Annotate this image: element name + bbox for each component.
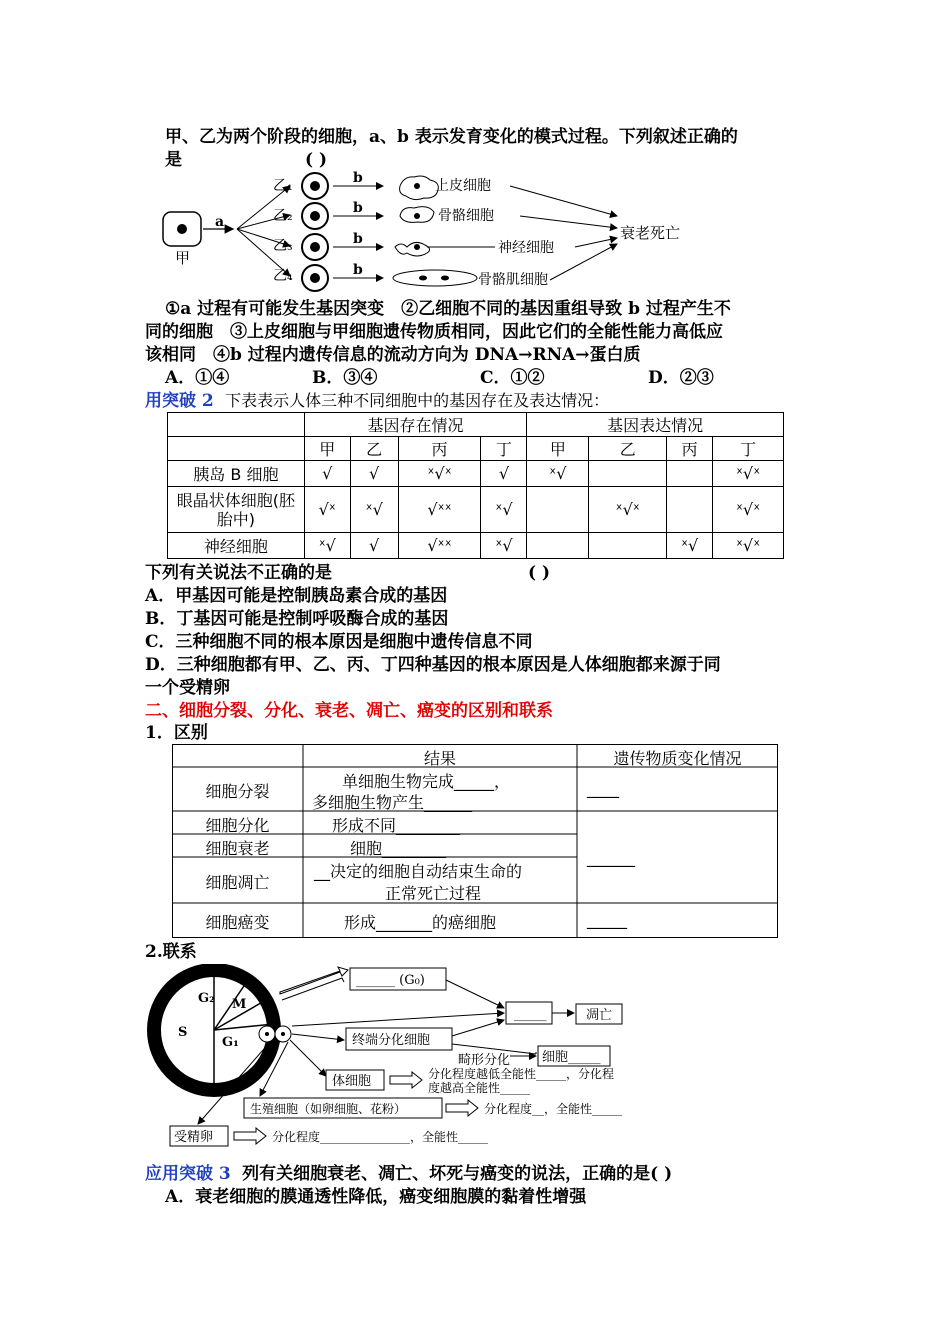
apoptosis-result-2: 正常死亡过程 [385,884,482,903]
apoptosis-label: 凋亡 [586,1008,613,1023]
q1-stem-line1: 甲、乙为两个阶段的细胞，a、b 表示发育变化的模式过程。下列叙述正确的 [165,127,738,147]
g0-box-label: ______ (G₀) [356,973,425,988]
gene-col-header: 丙 [667,437,713,461]
gene-expression-header: 基因表达情况 [527,413,784,437]
cell-bone: 骨骼细胞 [438,208,494,224]
q2-option-d-line2: 一个受精卵 [145,678,230,698]
b-label-1: b [353,170,363,186]
gene-col-header: 丙 [398,437,481,461]
comparison-table [172,744,778,938]
table-cell: ˣ√ˣ [713,487,784,533]
table-cell [527,487,589,533]
q1-options-line2: 同的细胞 ③上皮细胞与甲细胞遗传物质相同，因此它们的全能性能力高低应 [145,322,723,342]
table-cell: √ˣˣ [398,487,481,533]
apoptosis-result-1: __决定的细胞自动结束生命的 [314,862,523,881]
gene-col-header: 丁 [481,437,527,461]
cell-cycle-relationship-diagram [140,964,700,1150]
table-row [168,461,784,487]
a-label: a [215,214,225,230]
yi1-label: 乙₁ [273,178,293,194]
table-cell [527,533,589,559]
q1-stem-line2: 是 [165,150,182,170]
m-label: M [232,997,247,1012]
section2-sub2: 2.联系 [145,942,197,962]
q2-option-c: C．三种细胞不同的根本原因是细胞中遗传信息不同 [145,632,533,652]
aging-result: 细胞________ [350,839,447,858]
q2-question: 下列有关说法不正确的是 [145,563,332,583]
table-cell: ˣ√ [481,487,527,533]
table-cell [589,533,667,559]
table-cell: √ [350,461,398,487]
aging-death-label: 衰老死亡 [620,224,681,242]
q3-title-blue: 应用突破 3 [145,1164,231,1184]
division-genetic: ____ [587,779,619,798]
table-row [168,487,784,533]
cancer-cell-box-label: 细胞_____ [542,1050,601,1065]
q1-paren: ( ) [305,150,328,170]
q1-choice-c: C．①② [480,368,545,388]
row-aging: 细胞衰老 [205,839,270,858]
b-label-2: b [353,200,363,216]
table-cell: ˣ√ [527,461,589,487]
q1-options-line1: ①a 过程有可能发生基因突变 ②乙细胞不同的基因重组导致 b 过程产生不 [165,299,731,319]
table-cell: ˣ√ˣ [713,461,784,487]
q1-choice-d: D．②③ [648,368,714,388]
q1-choice-b: B．③④ [312,368,378,388]
q1-choice-a: A．①④ [165,368,230,388]
q2-option-d-line1: D．三种细胞都有甲、乙、丙、丁四种基因的根本原因是人体细胞都来源于同 [145,655,721,675]
jia-label: 甲 [175,249,191,267]
s-label: S [178,1025,188,1040]
row-apoptosis: 细胞凋亡 [205,873,270,892]
gene-table-corner [168,413,305,437]
gene-exist-header: 基因存在情况 [304,413,527,437]
zygote-label: 受精卵 [174,1130,214,1145]
gene-col-header: 丁 [713,437,784,461]
yi2-label: 乙₂ [273,208,293,224]
cancer-result: 形成_______的癌细胞 [344,913,497,932]
somatic-cell-label: 体细胞 [332,1074,372,1089]
section2-heading: 二、细胞分裂、分化、衰老、凋亡、癌变的区别和联系 [145,701,553,721]
q2-title [145,390,609,412]
division-result-1: 单细胞生物完成_____， [342,772,511,791]
row-cancer: 细胞癌变 [205,913,270,932]
somatic-text-1: 分化程度越低全能性_____，分化程 [428,1067,615,1081]
table-cell: ˣ√ [667,533,713,559]
germ-text: 分化程度__，全能性_____ [484,1102,623,1116]
q2-title-blue: 用突破 2 [145,391,214,411]
table-cell: ˣ√ˣ [589,487,667,533]
cell-muscle: 骨骼肌细胞 [478,272,548,288]
table-row [168,533,784,559]
terminal-cell-label: 终端分化细胞 [352,1033,431,1048]
gene-col-header: 甲 [304,437,350,461]
table-cell: √ [304,461,350,487]
cell-nerve: 神经细胞 [498,240,554,256]
q3-option-a: A．衰老细胞的膜通透性降低，癌变细胞膜的黏着性增强 [165,1187,587,1207]
zygote-text: 分化程度_______________，全能性_____ [272,1130,489,1144]
cell-cycle-ring [154,970,274,1090]
abnormal-diff-label: 畸形分化 [458,1053,511,1068]
table-cell [589,461,667,487]
table-cell: √ˣ [304,487,350,533]
somatic-text-2: 度越高全能性_____ [428,1081,531,1095]
gene-table [167,412,784,559]
yi-cells [302,173,328,291]
germ-cell-label: 生殖细胞（如卵细胞、花粉） [250,1102,407,1116]
g1-label: G₁ [222,1035,239,1050]
table-cell [667,487,713,533]
g2-label: G₂ [198,991,215,1006]
q2-paren: ( ) [528,563,551,583]
row-label: 神经细胞 [168,533,305,559]
header-genetic: 遗传物质变化情况 [613,749,742,768]
b-label-3: b [353,231,363,247]
q2-title-text: 下表表示人体三种不同细胞中的基因存在及表达情况： [225,391,610,410]
division-result-2: 多细胞生物产生______ [312,793,473,812]
middle-genetic: ______ [587,848,635,867]
cancer-genetic: _____ [587,910,627,929]
table-cell: ˣ√ˣ [398,461,481,487]
row-division: 细胞分裂 [205,782,270,801]
cell-epithelial: 上皮细胞 [435,178,491,194]
table-cell: ˣ√ˣ [713,533,784,559]
gene-col-header: 乙 [589,437,667,461]
gene-col-header: 乙 [350,437,398,461]
row-differentiation: 细胞分化 [205,816,270,835]
q1-development-diagram [155,168,700,298]
table-cell: ˣ√ [350,487,398,533]
header-result: 结果 [423,749,456,768]
row-label: 胰岛 B 细胞 [168,461,305,487]
row-label: 眼晶状体细胞(胚胎中) [168,487,305,533]
q2-option-b: B．丁基因可能是控制呼吸酶合成的基因 [145,609,449,629]
b-label-4: b [353,262,363,278]
table-cell: √ [481,461,527,487]
table-cell: √ˣˣ [398,533,481,559]
q2-option-a: A．甲基因可能是控制胰岛素合成的基因 [145,586,448,606]
table-cell: ˣ√ [481,533,527,559]
table-cell [667,461,713,487]
yi4-label: 乙₄ [273,268,293,284]
blank-box-label: _____ [514,1007,547,1022]
gene-col-header: 甲 [527,437,589,461]
section2-sub1: 1．区别 [145,723,208,743]
q3-title-text: 列有关细胞衰老、凋亡、坏死与癌变的说法，正确的是( ) [242,1164,673,1184]
yi3-label: 乙₃ [273,238,293,254]
table-cell: ˣ√ [304,533,350,559]
q1-options-line3: 该相同 ④b 过程内遗传信息的流动方向为 DNA→RNA→蛋白质 [145,345,641,365]
q3-title [145,1163,672,1185]
differentiation-result: 形成不同________ [332,816,461,835]
table-cell: √ [350,533,398,559]
